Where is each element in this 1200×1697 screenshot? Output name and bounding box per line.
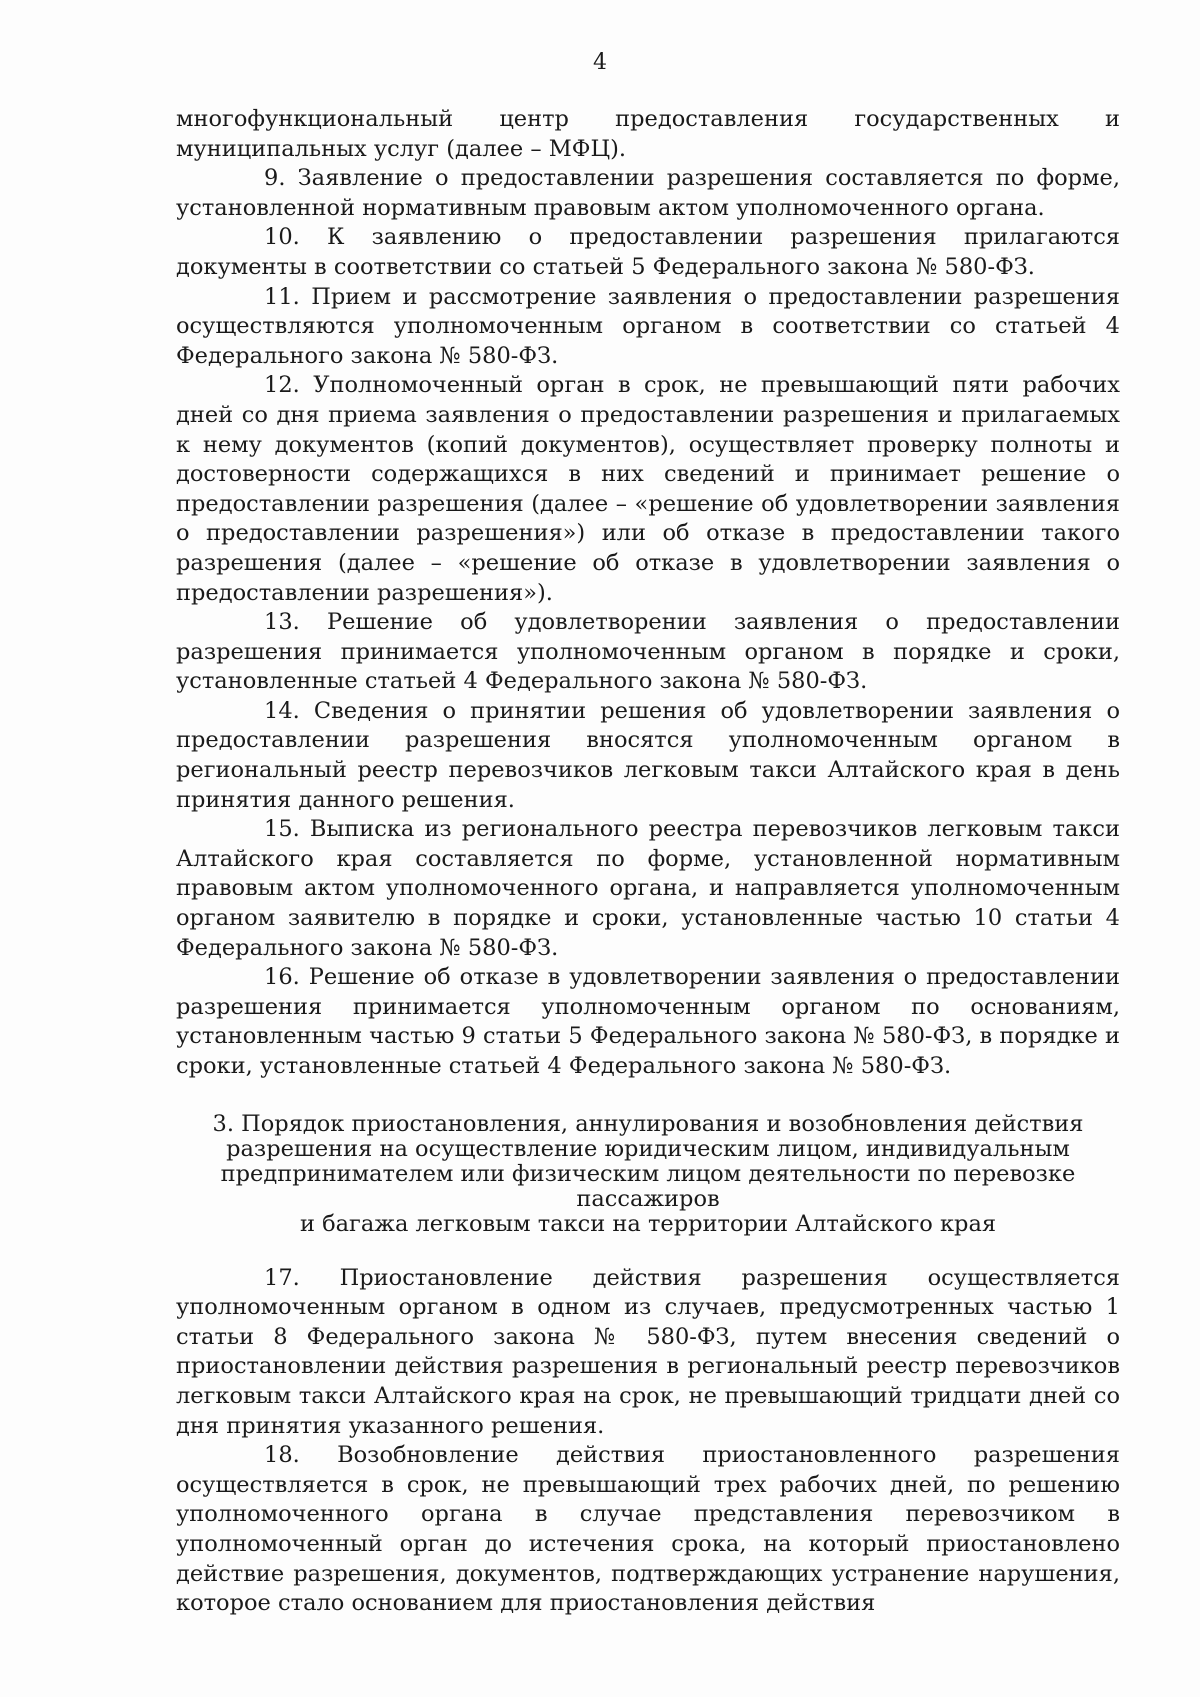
paragraph-10: 10. К заявлению о предоставлении разрешения прилагаются документы в соответствии со статьей 5 Федерального закона № 580-ФЗ.: [176, 224, 1120, 280]
paragraph-15: 15. Выписка из регионального реестра перевозчиков легковым такси Алтайского края составляется по форме, установленной нормативным правовым актом уполномоченного органа, и направляется уполномоченным органом заявителю в порядке и сроки, установленные частью 10 статьи 4 Федерального закона № 580-ФЗ.: [176, 816, 1120, 961]
paragraph-9: 9. Заявление о предоставлении разрешения составляется по форме, установленной нормативным правовым актом уполномоченного органа.: [176, 165, 1120, 221]
paragraph-11: 11. Прием и рассмотрение заявления о предоставлении разрешения осуществляются уполномоченным органом в соответствии со статьей 4 Федерального закона № 580-ФЗ.: [176, 283, 1120, 369]
paragraph-14: 14. Сведения о принятии решения об удовлетворении заявления о предоставлении разрешения вносятся уполномоченным органом в региональный реестр перевозчиков легковым такси Алтайского края в день принятия данного решения.: [176, 697, 1120, 813]
section-heading: [176, 1112, 1120, 1237]
section-heading-line: разрешения на осуществление юридическим лицом, индивидуальным: [226, 1135, 1070, 1162]
paragraph-continuation: многофункциональный центр предоставления государственных и муниципальных услуг (далее – МФЦ).: [176, 106, 1120, 162]
paragraph-17: 17. Приостановление действия разрешения осуществляется уполномоченным органом в одном из случаев, предусмотренных частью 1 статьи 8 Федерального закона № 580-ФЗ, путем внесения сведений о приостановлении действия разрешения в региональный реестр перевозчиков легковым такси Алтайского края на срок, не превышающий тридцати дней со дня принятия указанного решения.: [176, 1264, 1120, 1439]
paragraph-13: 13. Решение об удовлетворении заявления о предоставлении разрешения принимается уполномоченным органом в порядке и сроки, установленные статьей 4 Федерального закона № 580-ФЗ.: [176, 609, 1120, 695]
section-heading-line: и багажа легковым такси на территории Алтайского края: [299, 1210, 997, 1237]
section-heading-line: предпринимателем или физическим лицом деятельности по перевозке пассажиров: [220, 1160, 1076, 1212]
paragraph-12: 12. Уполномоченный орган в срок, не превышающий пяти рабочих дней со дня приема заявления о предоставлении разрешения и прилагаемых к нему документов (копий документов), осуществляет проверку полноты и достоверности содержащихся в них сведений и принимает решение о предоставлении разрешения (далее – «решение об удовлетворении заявления о предоставлении разрешения») или об отказе в предоставлении такого разрешения (далее – «решение об отказе в удовлетворении заявления о предоставлении разрешения»).: [176, 372, 1120, 606]
paragraph-16: 16. Решение об отказе в удовлетворении заявления о предоставлении разрешения принимается уполномоченным органом по основаниям, установленным частью 9 статьи 5 Федерального закона № 580-ФЗ, в порядке и сроки, установленные статьей 4 Федерального закона № 580-ФЗ.: [176, 964, 1120, 1079]
section-heading-line: 3. Порядок приостановления, аннулирования и возобновления действия: [212, 1110, 1084, 1137]
document-body: [176, 105, 1120, 1619]
paragraph-18: 18. Возобновление действия приостановленного разрешения осуществляется в срок, не превышающий трех рабочих дней, по решению уполномоченного органа в случае представления перевозчиком в уполномоченный орган до истечения срока, на который приостановлено действие разрешения, документов, подтверждающих устранение нарушения, которое стало основанием для приостановления действия: [176, 1442, 1120, 1617]
page-number: 4: [593, 50, 607, 75]
